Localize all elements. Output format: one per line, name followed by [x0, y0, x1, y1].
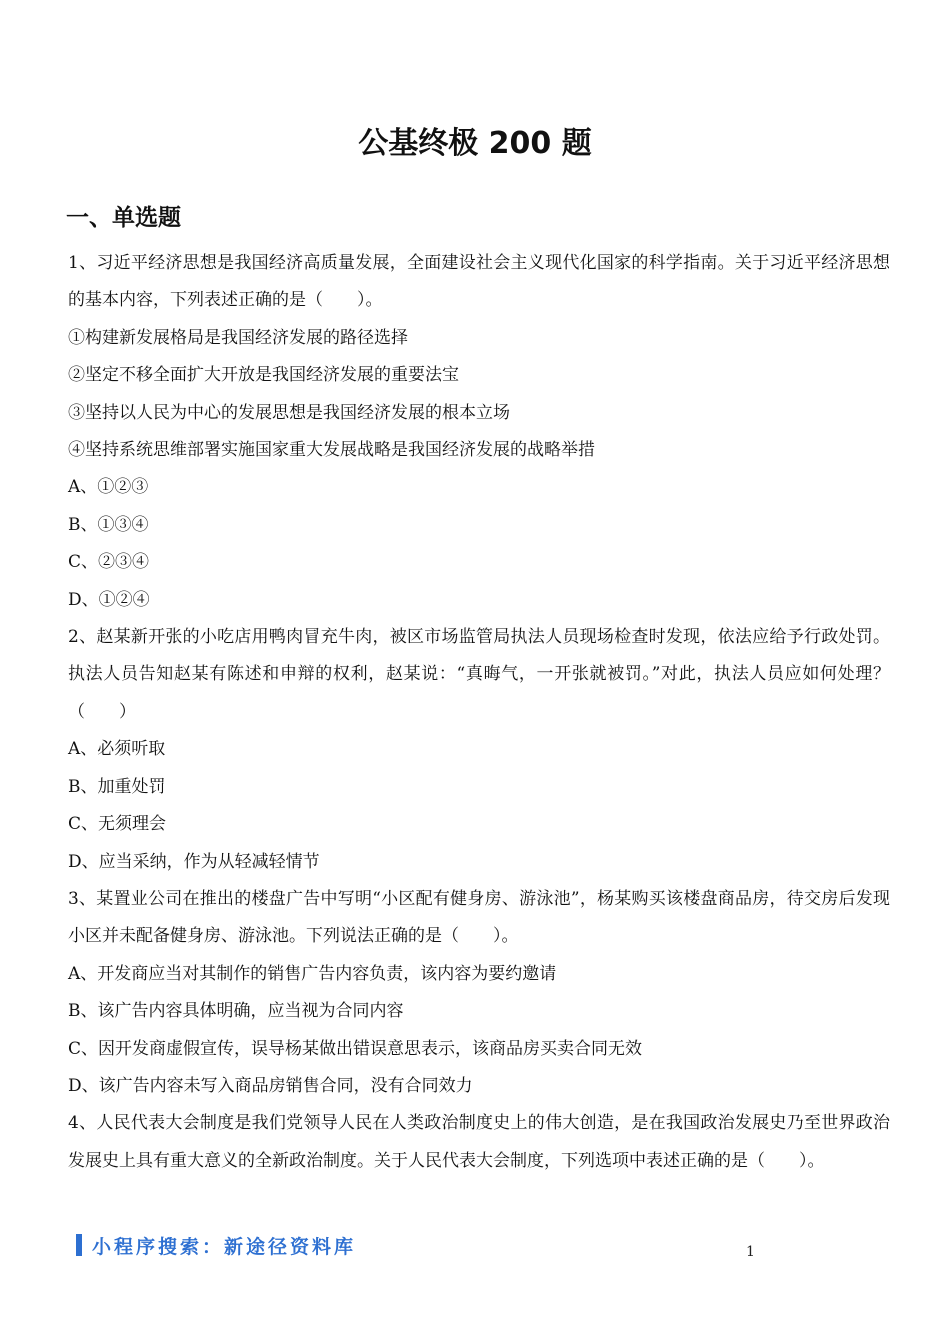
statement-item: ④坚持系统思维部署实施国家重大发展战略是我国经济发展的战略举措 — [68, 440, 595, 461]
question-2 — [68, 619, 890, 881]
question-1 — [68, 245, 890, 619]
statement-item: ①构建新发展格局是我国经济发展的路径选择 — [68, 327, 408, 348]
option-a: A、①②③ — [68, 477, 149, 498]
question-stem: 3、某置业公司在推出的楼盘广告中写明“小区配有健身房、游泳池”，杨某购买该楼盘商品房，待交房后发现小区并未配备健身房、游泳池。下列说法正确的是（ ）。 — [68, 888, 890, 947]
footer-banner — [76, 1228, 356, 1262]
question-stem: 1、习近平经济思想是我国经济高质量发展，全面建设社会主义现代化国家的科学指南。关于习近平经济思想的基本内容，下列表述正确的是（ ）。 — [68, 253, 890, 311]
question-stem: 2、赵某新开张的小吃店用鸭肉冒充牛肉，被区市场监管局执法人员现场检查时发现，依法应给予行政处罚。执法人员告知赵某有陈述和申辩的权利，赵某说：“真晦气，一开张就被罚。”对此，执法人员应如何处理？（ ） — [68, 627, 890, 722]
banner-text: 小程序搜索：新途径资料库 — [92, 1235, 357, 1258]
question-stem: 4、人民代表大会制度是我们党领导人民在人类政治制度史上的伟大创造，是在我国政治发展史乃至世界政治发展史上具有重大意义的全新政治制度。关于人民代表大会制度，下列选项中表述正确的是（ ）。 — [68, 1113, 890, 1171]
option-b: B、该广告内容具体明确，应当视为合同内容 — [68, 1001, 404, 1022]
question-list — [68, 245, 890, 1180]
option-b: B、加重处罚 — [68, 776, 166, 797]
option-c: C、②③④ — [68, 552, 150, 573]
option-d: D、该广告内容未写入商品房销售合同，没有合同效力 — [68, 1075, 473, 1096]
statement-item: ③坚持以人民为中心的发展思想是我国经济发展的根本立场 — [68, 402, 510, 423]
option-a: A、开发商应当对其制作的销售广告内容负责，该内容为要约邀请 — [68, 963, 557, 984]
option-c: C、无须理会 — [68, 814, 167, 835]
option-d: D、应当采纳，作为从轻减轻情节 — [68, 851, 320, 872]
banner-bar-icon — [76, 1234, 82, 1256]
page-title: 公基终极 200 题 — [358, 126, 592, 161]
option-d: D、①②④ — [68, 589, 150, 610]
option-b: B、①③④ — [68, 514, 149, 535]
question-3 — [68, 881, 890, 1105]
question-4 — [68, 1105, 890, 1180]
statement-item: ②坚定不移全面扩大开放是我国经济发展的重要法宝 — [68, 365, 459, 386]
option-a: A、必须听取 — [68, 739, 166, 760]
section-heading: 一、单选题 — [66, 205, 181, 231]
option-c: C、因开发商虚假宣传，误导杨某做出错误意思表示，该商品房买卖合同无效 — [68, 1038, 643, 1059]
page-number: 1 — [746, 1244, 755, 1260]
